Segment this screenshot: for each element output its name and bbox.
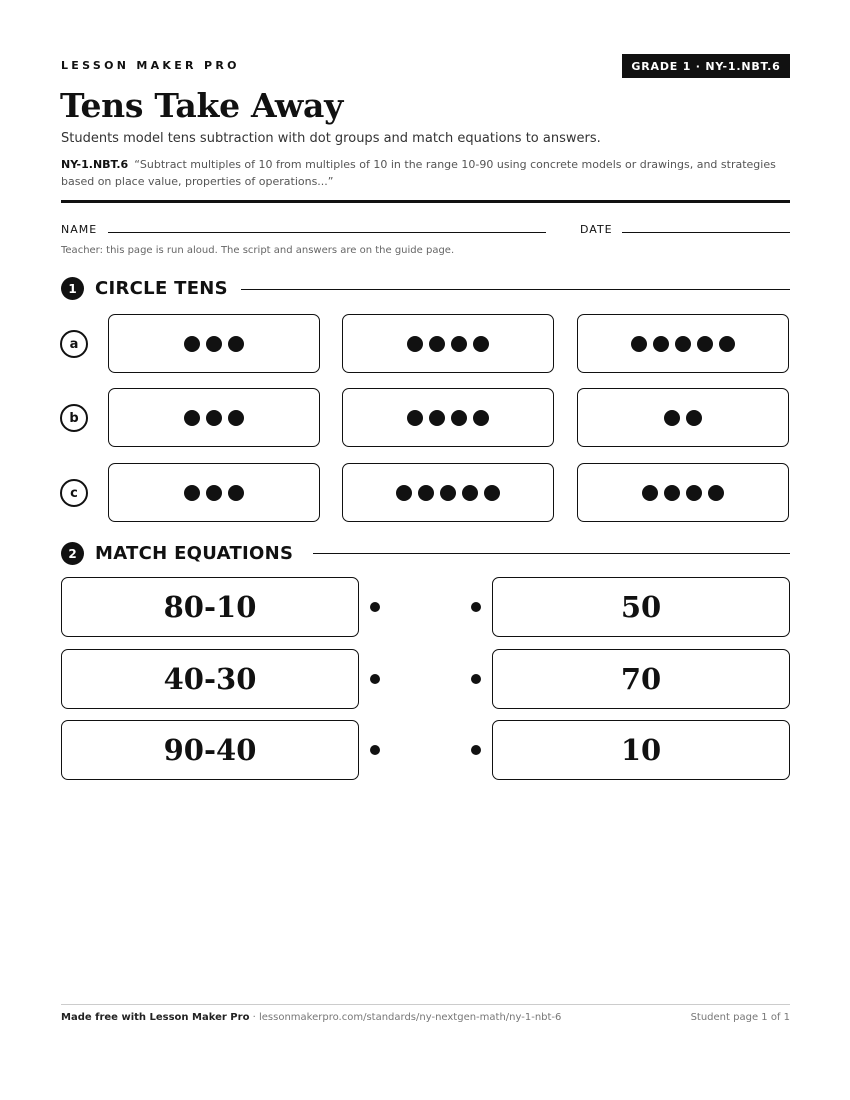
dot	[642, 485, 658, 501]
answer-match-dot[interactable]	[471, 745, 481, 755]
dot	[228, 485, 244, 501]
dot	[462, 485, 478, 501]
equation-match-dot[interactable]	[370, 602, 380, 612]
equation-match-dot[interactable]	[370, 745, 380, 755]
dot	[184, 485, 200, 501]
dot	[653, 336, 669, 352]
dot	[631, 336, 647, 352]
footer-page-number: Student page 1 of 1	[690, 1012, 790, 1023]
dot	[429, 336, 445, 352]
dot	[664, 485, 680, 501]
teacher-note: Teacher: this page is run aloud. The script and answers are on the guide page.	[61, 245, 455, 256]
dot	[396, 485, 412, 501]
footer-url[interactable]: lessonmakerpro.com/standards/ny-nextgen-math/ny-1-nbt-6	[258, 1012, 562, 1023]
section-2-number: 2	[61, 542, 84, 565]
dot-group-box[interactable]	[577, 463, 789, 522]
dot	[473, 410, 489, 426]
equation-card[interactable]: 80-10	[61, 577, 359, 637]
dot	[228, 336, 244, 352]
row-label-c: c	[60, 479, 88, 507]
dot	[206, 336, 222, 352]
section-2-rule	[313, 553, 790, 554]
date-label: DATE	[580, 223, 613, 236]
dot	[697, 336, 713, 352]
page-title: Tens Take Away	[60, 86, 343, 125]
equation-match-dot[interactable]	[370, 674, 380, 684]
section-1-heading	[61, 277, 228, 300]
standard-description	[61, 156, 793, 190]
section-2-title: MATCH EQUATIONS	[95, 543, 294, 564]
section-1-rule	[241, 289, 790, 290]
dot	[184, 410, 200, 426]
equation-card[interactable]: 40-30	[61, 649, 359, 709]
footer-divider	[61, 1004, 790, 1005]
answer-card[interactable]: 50	[492, 577, 790, 637]
dot	[675, 336, 691, 352]
row-label-b: b	[60, 404, 88, 432]
dot	[708, 485, 724, 501]
answer-card[interactable]: 10	[492, 720, 790, 780]
dot	[418, 485, 434, 501]
footer-brand: Made free with Lesson Maker Pro	[61, 1012, 250, 1023]
section-1-number: 1	[61, 277, 84, 300]
dot	[484, 485, 500, 501]
dot-group-box[interactable]	[577, 314, 789, 373]
dot	[429, 410, 445, 426]
dot	[206, 485, 222, 501]
dot	[407, 336, 423, 352]
dot	[664, 410, 680, 426]
section-1-title: CIRCLE TENS	[95, 278, 228, 299]
answer-match-dot[interactable]	[471, 602, 481, 612]
answer-card[interactable]: 70	[492, 649, 790, 709]
dot-group-box[interactable]	[342, 314, 554, 373]
name-field[interactable]	[108, 232, 546, 233]
section-2-heading	[61, 542, 293, 565]
page-subtitle: Students model tens subtraction with dot groups and match equations to answers.	[61, 131, 601, 146]
footer-credit	[61, 1012, 561, 1023]
dot-group-box[interactable]	[108, 463, 320, 522]
dot	[440, 485, 456, 501]
dot-group-box[interactable]	[577, 388, 789, 447]
dot	[686, 410, 702, 426]
row-label-a: a	[60, 330, 88, 358]
dot	[686, 485, 702, 501]
dot-group-box[interactable]	[108, 314, 320, 373]
brand-name: LESSON MAKER PRO	[61, 59, 240, 72]
header-divider	[61, 200, 790, 203]
dot	[451, 336, 467, 352]
dot	[407, 410, 423, 426]
dot-group-box[interactable]	[108, 388, 320, 447]
dot	[473, 336, 489, 352]
dot	[228, 410, 244, 426]
dot-group-box[interactable]	[342, 388, 554, 447]
equation-card[interactable]: 90-40	[61, 720, 359, 780]
standard-code: NY-1.NBT.6	[61, 158, 129, 171]
dot	[719, 336, 735, 352]
grade-badge: GRADE 1 · NY-1.NBT.6	[622, 54, 790, 78]
standard-text: “Subtract multiples of 10 from multiples of 10 in the range 10-90 using concrete models or drawings, and strategies based on place value, properties of operations...”	[61, 158, 776, 188]
answer-match-dot[interactable]	[471, 674, 481, 684]
date-field[interactable]	[622, 232, 790, 233]
dot	[206, 410, 222, 426]
dot	[451, 410, 467, 426]
dot	[184, 336, 200, 352]
name-label: NAME	[61, 223, 98, 236]
footer-separator: ·	[249, 1012, 259, 1023]
dot-group-box[interactable]	[342, 463, 554, 522]
